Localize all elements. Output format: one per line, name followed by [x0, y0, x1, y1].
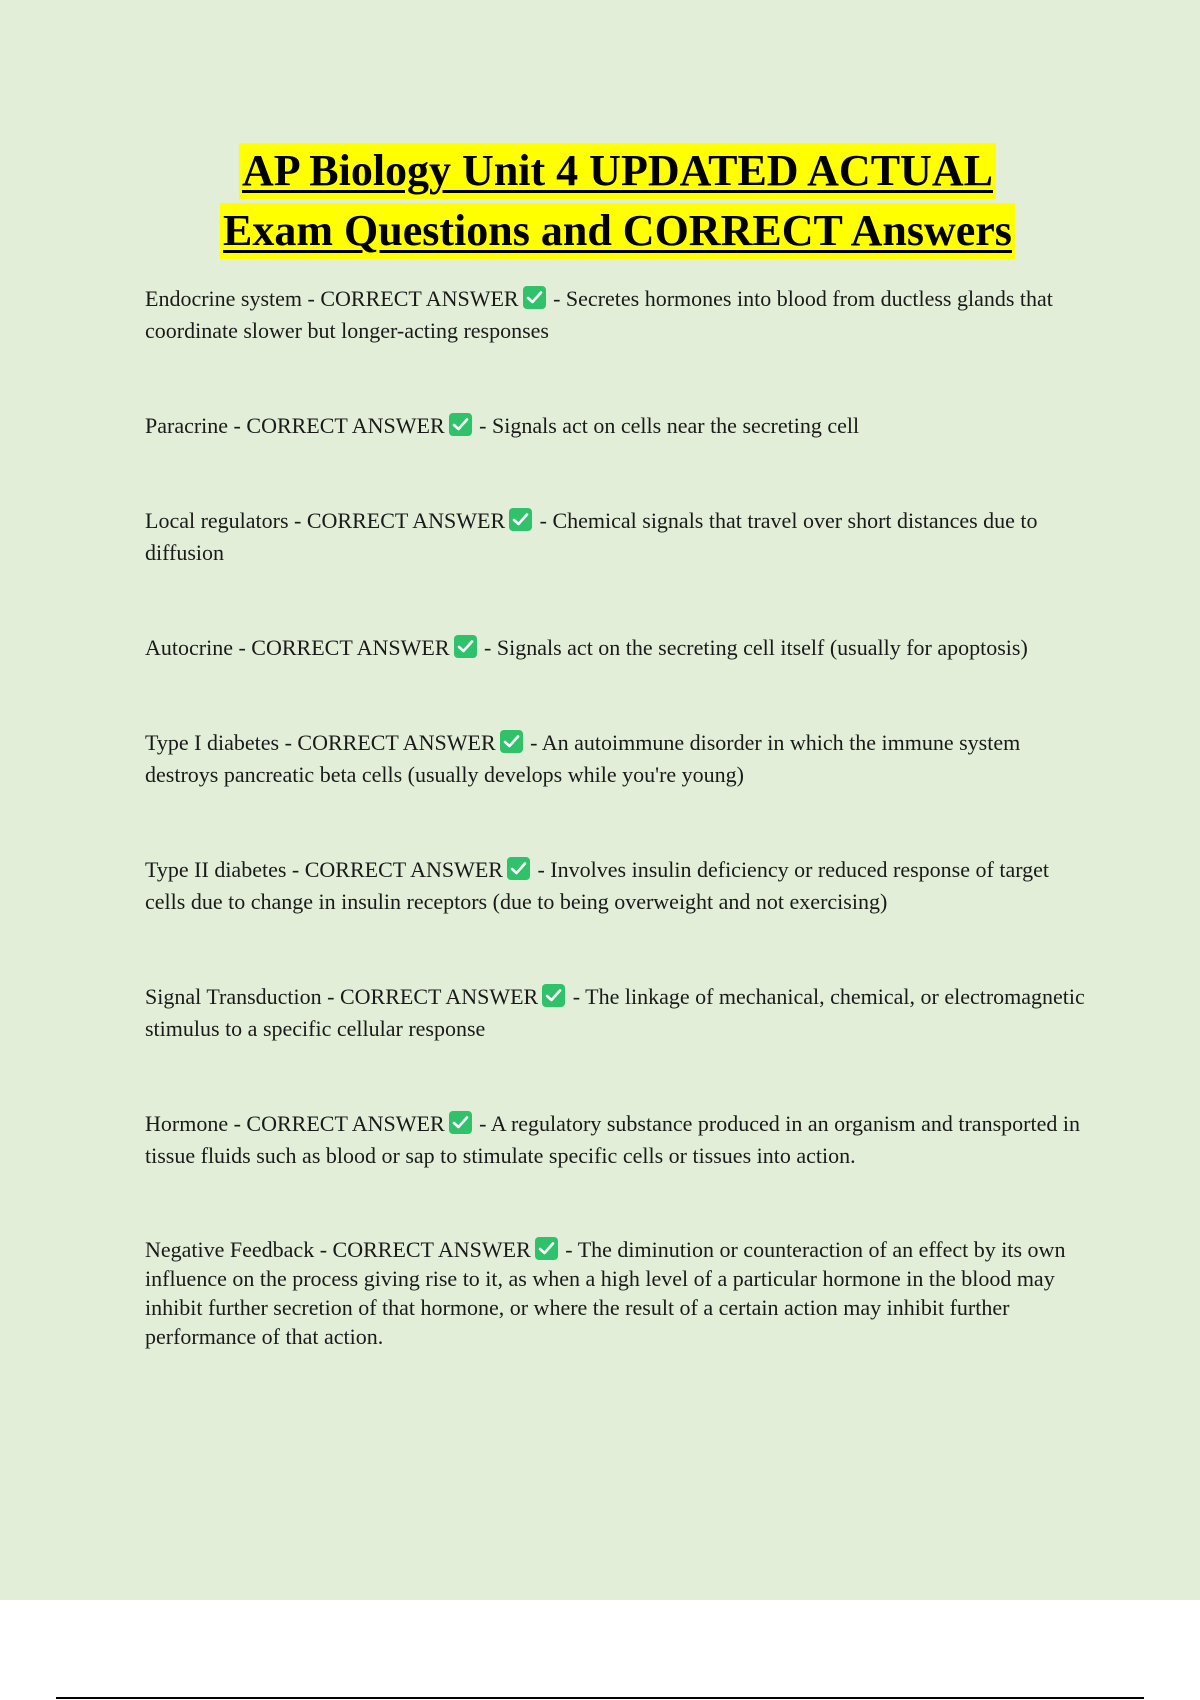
entry-definition: - A regulatory substance produced in an organism and transported in tissue fluids such as blood or sap to stimulate specific cells or tissues into action. — [145, 1111, 1080, 1168]
qa-entry — [145, 854, 1085, 918]
entry-term: Signal Transduction - — [145, 984, 340, 1009]
entry-term: Endocrine system - — [145, 286, 321, 311]
answer-marker: CORRECT ANSWER — [304, 857, 503, 882]
answer-marker: CORRECT ANSWER — [339, 984, 539, 1009]
check-mark-icon — [507, 857, 530, 880]
check-mark-icon — [535, 1237, 558, 1260]
answer-marker: CORRECT ANSWER — [297, 730, 496, 755]
entry-term: Paracrine - — [145, 413, 247, 438]
entry-term: Negative Feedback - — [145, 1237, 333, 1262]
entry-term: Type I diabetes - — [145, 730, 298, 755]
qa-entry — [145, 981, 1085, 1045]
qa-entry — [145, 727, 1085, 791]
qa-entry — [145, 632, 1085, 664]
title-line-2: Exam Questions and CORRECT Answers — [220, 203, 1015, 259]
entry-term: Autocrine - — [145, 635, 252, 660]
qa-entry — [145, 505, 1085, 569]
qa-entry — [145, 1235, 1085, 1351]
entry-term: Local regulators - — [145, 508, 307, 533]
entry-definition: - Involves insulin deficiency or reduced response of target cells due to change in insulin receptors (due to being overweight and not exercising) — [145, 857, 1050, 914]
qa-list — [145, 283, 1085, 1351]
document-title — [0, 143, 1200, 259]
check-mark-icon — [449, 413, 472, 436]
check-mark-icon — [454, 635, 477, 658]
entry-definition: - An autoimmune disorder in which the immune system destroys pancreatic beta cells (usually develops while you're young) — [145, 730, 1021, 787]
check-mark-icon — [500, 730, 523, 753]
footer-divider — [56, 1697, 1144, 1699]
entry-definition: - Signals act on the secreting cell itself (usually for apoptosis) — [478, 635, 1028, 660]
entry-term: Type II diabetes - — [145, 857, 305, 882]
answer-marker: CORRECT ANSWER — [332, 1237, 531, 1262]
answer-marker: CORRECT ANSWER — [306, 508, 506, 533]
qa-entry — [145, 283, 1085, 347]
entry-definition: - Secretes hormones into blood from ductless glands that coordinate slower but longer-acting responses — [145, 286, 1053, 343]
check-mark-icon — [523, 286, 546, 309]
answer-marker: CORRECT ANSWER — [246, 413, 445, 438]
entry-definition: - The diminution or counteraction of an effect by its own influence on the process giving rise to it, as when a high level of a particular hormone in the blood may inhibit further secretion of that hormone, or where the result of a certain action may inhibit further performance of that action. — [145, 1237, 1066, 1349]
check-mark-icon — [509, 508, 532, 531]
entry-definition: - The linkage of mechanical, chemical, or electromagnetic stimulus to a specific cellular response — [145, 984, 1085, 1041]
answer-marker: CORRECT ANSWER — [251, 635, 450, 660]
check-mark-icon — [449, 1111, 472, 1134]
answer-marker: CORRECT ANSWER — [246, 1111, 445, 1136]
entry-term: Hormone - — [145, 1111, 247, 1136]
entry-definition: - Chemical signals that travel over short distances due to diffusion — [145, 508, 1038, 565]
qa-entry — [145, 410, 1085, 442]
entry-definition: - Signals act on cells near the secreting cell — [473, 413, 860, 438]
title-line-1: AP Biology Unit 4 UPDATED ACTUAL — [239, 143, 996, 199]
check-mark-icon — [542, 984, 565, 1007]
qa-entry — [145, 1108, 1085, 1172]
answer-marker: CORRECT ANSWER — [320, 286, 519, 311]
